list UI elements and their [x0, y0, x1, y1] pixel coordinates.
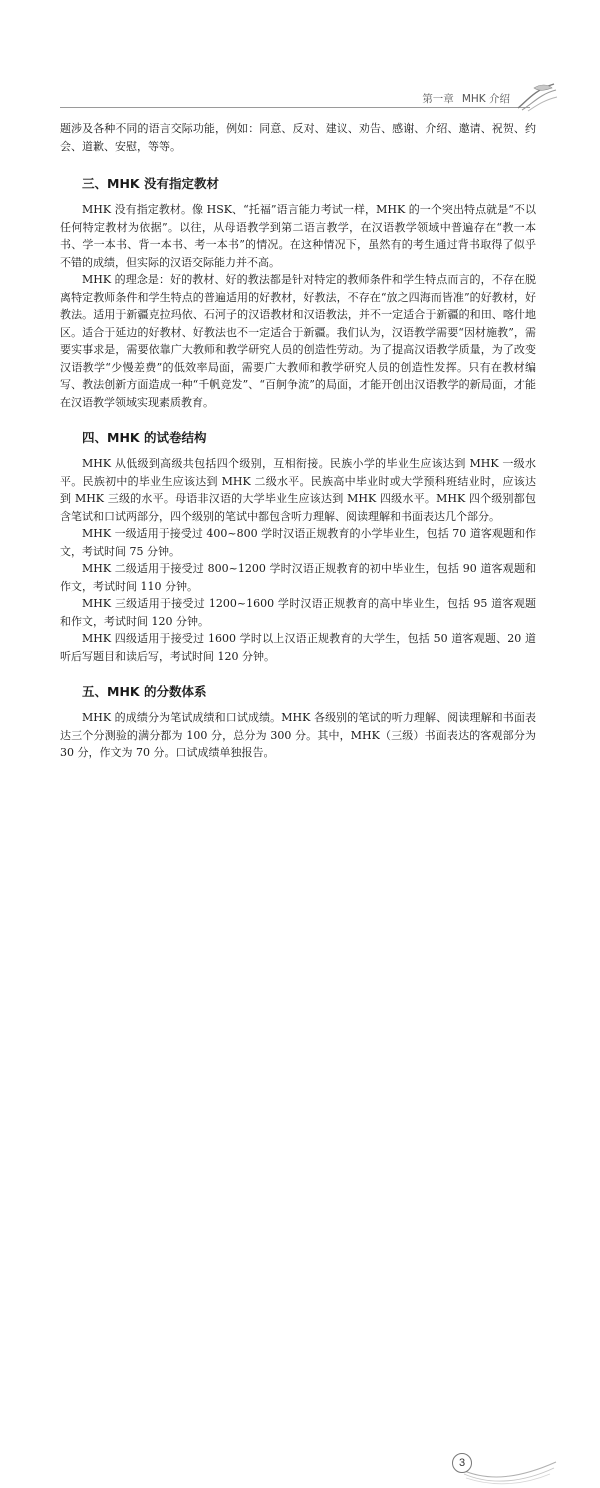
section-4-heading: 四、MHK 的试卷结构	[82, 430, 207, 445]
page-header	[0, 0, 600, 120]
section-4-paragraph-1: MHK 从低级到高级共包括四个级别，互相衔接。民族小学的毕业生应该达到 MHK 一级水平。民族初中的毕业生应该达到 MHK 二级水平。民族高中毕业时或大学预科班结业时，应该达到 MHK 三级的水平。母语非汉语的大学毕业生应该达到 MHK 四级水平。MHK 四个级别都包含笔试和口试两部分，四个级别的笔试中都包含听力理解、阅读理解和书面表达几个部分。	[60, 457, 536, 523]
section-3-heading: 三、MHK 没有指定教材	[82, 176, 219, 191]
section-3-paragraph-2: MHK 的理念是：好的教材、好的教法都是针对特定的教师条件和学生特点而言的，不存在脱离特定教师条件和学生特点的普遍适用的好教材，好教法，不存在“放之四海而皆准”的好教材，好教法。适用于新疆克拉玛依、石河子的汉语教材和汉语教法，并不一定适合于新疆的和田、喀什地区。适合于延边的好教材、好教法也不一定适合于新疆。我们认为，汉语教学需要“因材施教”，需要实事求是，需要依靠广大教师和教学研究人员的创造性劳动。为了提高汉语教学质量，为了改变汉语教学“少慢差费”的低效率局面，需要广大教师和教学研究人员的创造性发挥。只有在教材编写、教法创新方面造成一种“千帆竞发”、“百舸争流”的局面，才能开创出汉语教学的新局面，才能在汉语教学领域实现素质教育。	[60, 273, 536, 409]
section-5-paragraph-1: MHK 的成绩分为笔试成绩和口试成绩。MHK 各级别的笔试的听力理解、阅读理解和书面表达三个分测验的满分都为 100 分，总分为 300 分。其中，MHK（三级）书面表达的客观部分为 30 分，作文为 70 分。口试成绩单独报告。	[60, 711, 536, 759]
section-4-paragraph-4: MHK 三级适用于接受过 1200~1600 学时汉语正规教育的高中毕业生，包括 95 道客观题和作文，考试时间 120 分钟。	[60, 597, 536, 628]
feather-swirl-icon	[514, 80, 560, 114]
running-header	[422, 91, 510, 106]
section-4-paragraph-2: MHK 一级适用于接受过 400~800 学时汉语正规教育的小学毕业生，包括 70 道客观题和作文，考试时间 75 分钟。	[60, 527, 536, 558]
header-rule	[60, 107, 530, 108]
page-footer	[0, 720, 600, 1469]
section-5-heading: 五、MHK 的分数体系	[82, 684, 207, 699]
section-4-paragraph-3: MHK 二级适用于接受过 800~1200 学时汉语正规教育的初中毕业生，包括 90 道客观题和作文，考试时间 110 分钟。	[60, 562, 536, 593]
chapter-title: MHK 介绍	[461, 93, 510, 105]
intro-paragraph: 题涉及各种不同的语言交际功能，例如：同意、反对、建议、劝告、感谢、介绍、邀请、祝贺、约会、道歉、安慰，等等。	[60, 122, 536, 153]
section-4-paragraph-5: MHK 四级适用于接受过 1600 学时以上汉语正规教育的大学生，包括 50 道客观题、20 道听后写题目和读后写，考试时间 120 分钟。	[60, 632, 536, 663]
page-number: 3	[452, 1453, 472, 1473]
chapter-number: 第一章	[422, 93, 454, 105]
section-3-paragraph-1: MHK 没有指定教材。像 HSK、“托福”语言能力考试一样，MHK 的一个突出特点就是“不以任何特定教材为依据”。以往，从母语教学到第二语言教学，在汉语教学领域中普遍存在“教一本书、学一本书、背一本书、考一本书”的情况。在这种情况下，虽然有的考生通过背书取得了似乎不错的成绩，但实际的汉语交际能力并不高。	[60, 203, 536, 269]
page-content	[60, 120, 536, 762]
